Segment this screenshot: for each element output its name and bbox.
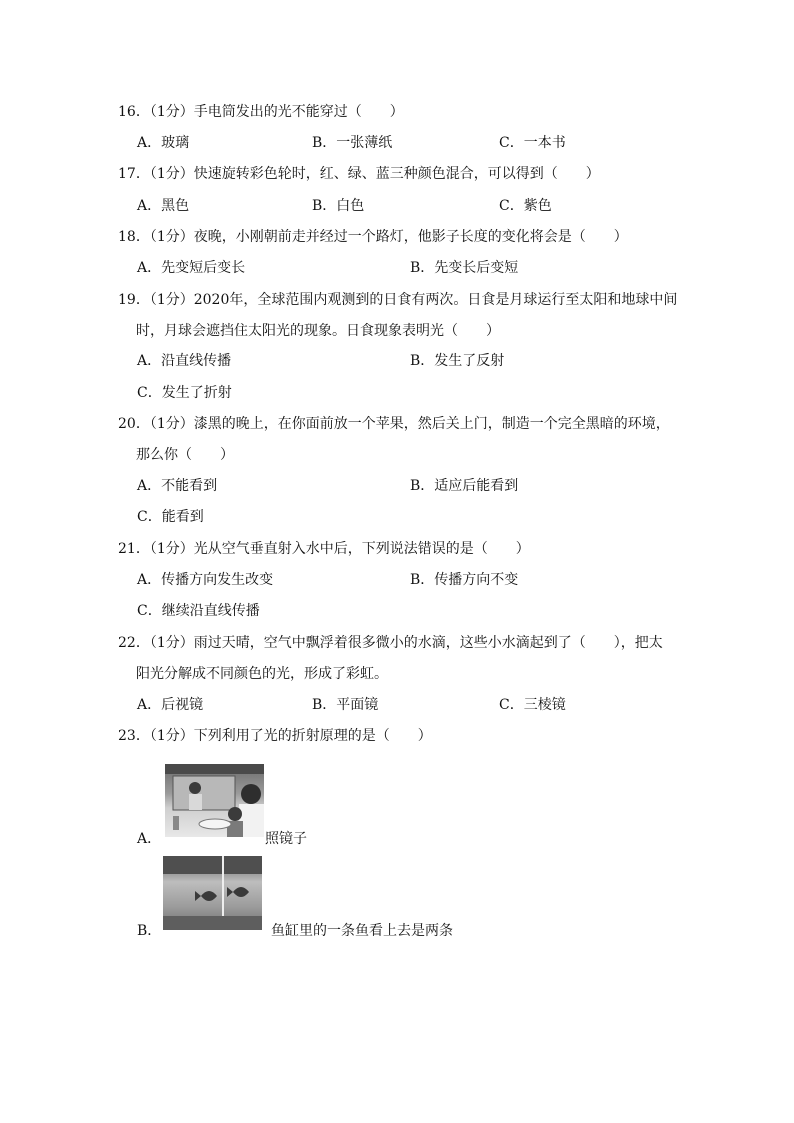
- option-a[interactable]: A．黑色: [137, 198, 190, 214]
- question-22-options: [137, 695, 697, 715]
- option-a[interactable]: A．玻璃: [137, 135, 190, 151]
- option-b[interactable]: B．发生了反射: [410, 353, 505, 369]
- question-20-options-row2: [137, 507, 697, 527]
- question-18-stem: 18．（1分）夜晚，小刚朝前走并经过一个路灯，他影子长度的变化将会是（ ）: [118, 229, 628, 245]
- option-b-letter: B．: [137, 923, 162, 939]
- option-a[interactable]: A．后视镜: [137, 697, 204, 713]
- question-21-options-row1: [137, 570, 697, 590]
- option-b-text: 鱼缸里的一条鱼看上去是两条: [271, 923, 453, 939]
- option-b[interactable]: B．适应后能看到: [410, 478, 519, 494]
- option-b[interactable]: B．传播方向不变: [410, 572, 519, 588]
- question-17-options: [137, 196, 697, 216]
- option-c[interactable]: C．能看到: [137, 509, 204, 525]
- fish-tank-photo: [163, 856, 262, 930]
- option-c[interactable]: C．发生了折射: [137, 385, 232, 401]
- option-c[interactable]: C．继续沿直线传播: [137, 603, 260, 619]
- question-20-options-row1: [137, 476, 697, 496]
- question-19-options-row2: [137, 383, 697, 403]
- option-a-text: 照镜子: [265, 831, 307, 847]
- question-19-options-row1: [137, 351, 697, 371]
- option-c[interactable]: C．一本书: [499, 135, 566, 151]
- option-a[interactable]: A．先变短后变长: [137, 260, 246, 276]
- option-a[interactable]: A．不能看到: [137, 478, 218, 494]
- option-a-letter: A．: [137, 831, 162, 847]
- question-16-options: [137, 133, 697, 153]
- option-a[interactable]: A．传播方向发生改变: [137, 572, 274, 588]
- option-c[interactable]: C．紫色: [499, 198, 552, 214]
- option-b[interactable]: B．先变长后变短: [410, 260, 519, 276]
- question-21-options-row2: [137, 601, 697, 621]
- question-19-stem: 19．（1分）2020年，全球范围内观测到的日食有两次。日食是月球运行至太阳和地球中间 时，月球会遮挡住太阳光的现象。日食现象表明光（ ）: [118, 292, 678, 339]
- question-17-stem: 17．（1分）快速旋转彩色轮时，红、绿、蓝三种颜色混合，可以得到（ ）: [118, 166, 600, 182]
- question-18-options: [137, 258, 697, 278]
- question-21-stem: 21．（1分）光从空气垂直射入水中后，下列说法错误的是（ ）: [118, 541, 530, 557]
- question-20-stem: 20．（1分）漆黑的晚上，在你面前放一个苹果，然后关上门，制造一个完全黑暗的环境， 那么你（ ）: [118, 416, 670, 463]
- option-c[interactable]: C．三棱镜: [499, 697, 566, 713]
- option-a[interactable]: A．沿直线传播: [137, 353, 232, 369]
- mirror-photo: [165, 764, 264, 837]
- question-16-stem: 16．（1分）手电筒发出的光不能穿过（ ）: [118, 104, 404, 120]
- question-23-stem: 23．（1分）下列利用了光的折射原理的是（ ）: [118, 728, 432, 744]
- option-b[interactable]: B．一张薄纸: [312, 135, 393, 151]
- option-b[interactable]: B．白色: [312, 198, 365, 214]
- question-22-stem: 22．（1分）雨过天晴，空气中飘浮着很多微小的水滴，这些小水滴起到了（ ），把太 阳光分解成不同颜色的光，形成了彩虹。: [118, 635, 663, 682]
- option-b[interactable]: B．平面镜: [312, 697, 379, 713]
